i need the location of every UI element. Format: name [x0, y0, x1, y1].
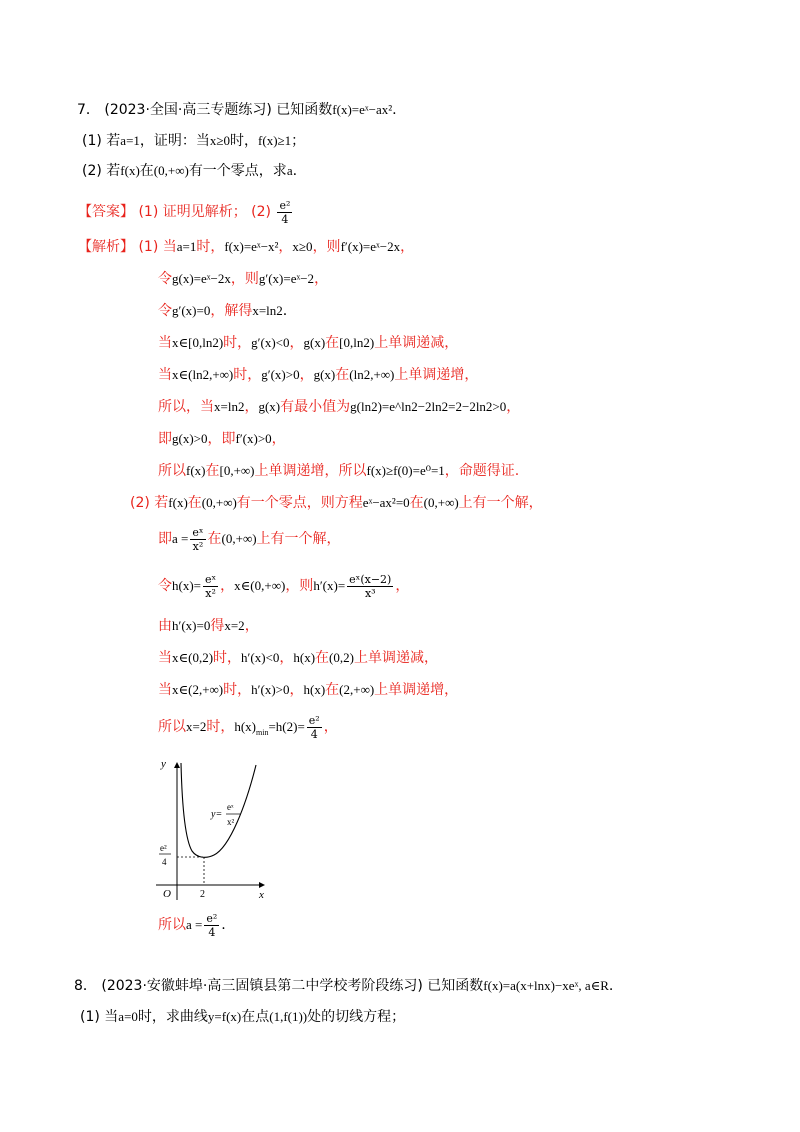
analysis-tag: 【解析】	[78, 239, 134, 255]
y-axis-label: y	[161, 758, 166, 770]
q7-part1-formula: f(x)≥1	[258, 133, 292, 148]
q7-part2-formula: f(x)	[120, 163, 140, 178]
q7-stem-text: 已知函数	[276, 102, 333, 118]
analysis-line-11: 令h(x)= $\frac{\text{eˣ}}{\text{x²}}$ ，x∈(0,+∞)，则h′(x)= $\frac{\text{eˣ(x−2)}}{\text{x³}}$ ，	[158, 572, 410, 600]
q7-part2-formula: a	[286, 163, 293, 178]
x-tick-label: 2	[200, 889, 205, 900]
analysis-line-14: 当x∈(2,+∞)时，h′(x)>0，h(x)在(2,+∞)上单调递增，	[158, 682, 459, 698]
q7-part1-text: 时，	[230, 133, 259, 149]
q7-answer	[78, 198, 294, 226]
q7-part2-label: (2)	[82, 163, 102, 179]
q7-part2: (2) 若f(x)在(0,+∞)有一个零点，求a.	[82, 163, 298, 179]
curve-label-denominator: x²	[227, 817, 235, 827]
q7-number: 7．	[77, 102, 100, 118]
y-tick-numerator: e²	[160, 843, 167, 853]
analysis-line-16: 所以a = $\frac{\text{e²}}{4}$ .	[158, 911, 226, 939]
origin-label: O	[163, 888, 171, 900]
q8-stem: 8． (2023·安徽蚌埠·高三固镇县第二中学校考阶段练习) 已知函数f(x)=a(x+lnx)−xeˣ, a∈R.	[74, 978, 614, 994]
q7-part1-text: 若	[106, 133, 121, 149]
q7-part1	[82, 131, 305, 151]
q7-source: (2023·全国·高三专题练习)	[104, 102, 272, 118]
q8-source: (2023·安徽蚌埠·高三固镇县第二中学校考阶段练习)	[101, 978, 423, 994]
q7-part2-formula: (0,+∞)	[153, 163, 189, 178]
x-axis-label: x	[259, 889, 264, 901]
q7-part2-text: 有一个零点，求	[188, 163, 287, 179]
q8-part1-label: (1)	[80, 1009, 100, 1025]
answer-tag: 【答案】	[78, 204, 134, 220]
analysis-line-7: 即g(x)>0，即f′(x)>0，	[158, 431, 286, 447]
q7-part2-text: 若	[106, 163, 121, 179]
q7-part2-text: 在	[139, 163, 154, 179]
answer-text: (1) 证明见解析； (2)	[138, 204, 272, 220]
q7-part1-label: (1)	[82, 133, 102, 149]
analysis-line-1: 【解析】 (1) 当a=1时，f(x)=eˣ−x²，x≥0，则f′(x)=eˣ−2x，	[78, 239, 415, 255]
q7-part1-formula: a=1	[120, 133, 140, 148]
function-graph	[150, 755, 280, 905]
q8-stem-formula: f(x)=a(x+lnx)−xeˣ, a∈R	[483, 978, 609, 993]
curve-label-prefix: y=	[211, 809, 223, 820]
curve-label-numerator: eˣ	[227, 802, 234, 812]
analysis-line-13: 当x∈(0,2)时，h′(x)<0，h(x)在(0,2)上单调递减，	[158, 650, 438, 666]
analysis-line-12: 由h′(x)=0得x=2，	[158, 618, 259, 634]
q7-stem-formula: f(x)=eˣ−ax²	[332, 102, 393, 117]
analysis-line-15: 所以x=2时，$h(x)_{min}=h(2)=$ $\frac{\text{e²}}{4}$ ，	[158, 713, 338, 741]
analysis-line-5: 当x∈(ln2,+∞)时，g′(x)>0，g(x)在(ln2,+∞)上单调递增，	[158, 367, 479, 383]
analysis-line-3: 令g′(x)=0，解得x=ln2.	[158, 303, 288, 319]
q8-number: 8．	[74, 978, 97, 994]
q7-stem: 7． (2023·全国·高三专题练习) 已知函数f(x)=eˣ−ax².	[77, 102, 397, 118]
q7-part1-text: ；	[291, 133, 306, 149]
y-tick-denominator: 4	[162, 857, 167, 867]
analysis-line-8: 所以f(x)在[0,+∞)上单调递增，所以f(x)≥f(0)=e⁰=1，命题得证.	[158, 463, 520, 479]
answer-fraction: $\frac{\text{e²}}{4}$	[279, 198, 291, 226]
analysis-line-9: (2) 若f(x)在(0,+∞)有一个零点，则方程eˣ−ax²=0在(0,+∞)上有一个解，	[130, 495, 543, 511]
q8-stem-text: 已知函数	[427, 978, 484, 994]
analysis-line-4: 当x∈[0,ln2)时，g′(x)<0，g(x)在[0,ln2)上单调递减，	[158, 335, 459, 351]
q8-part1: (1) 当a=0时，求曲线y=f(x)在点(1,f(1))处的切线方程；	[80, 1009, 406, 1025]
analysis-line-2: 令g(x)=eˣ−2x，则g′(x)=eˣ−2，	[158, 271, 329, 287]
analysis-line-10: 即a = $\frac{\text{eˣ}}{\text{x²}}$ 在(0,+∞)上有一个解，	[158, 525, 341, 553]
analysis-line-6: 所以，当x=ln2，g(x)有最小值为g(ln2)=e^ln2−2ln2=2−2ln2>0，	[158, 399, 521, 415]
q7-part1-text: ，证明：当	[139, 133, 210, 149]
q7-part1-formula: x≥0	[209, 133, 231, 148]
